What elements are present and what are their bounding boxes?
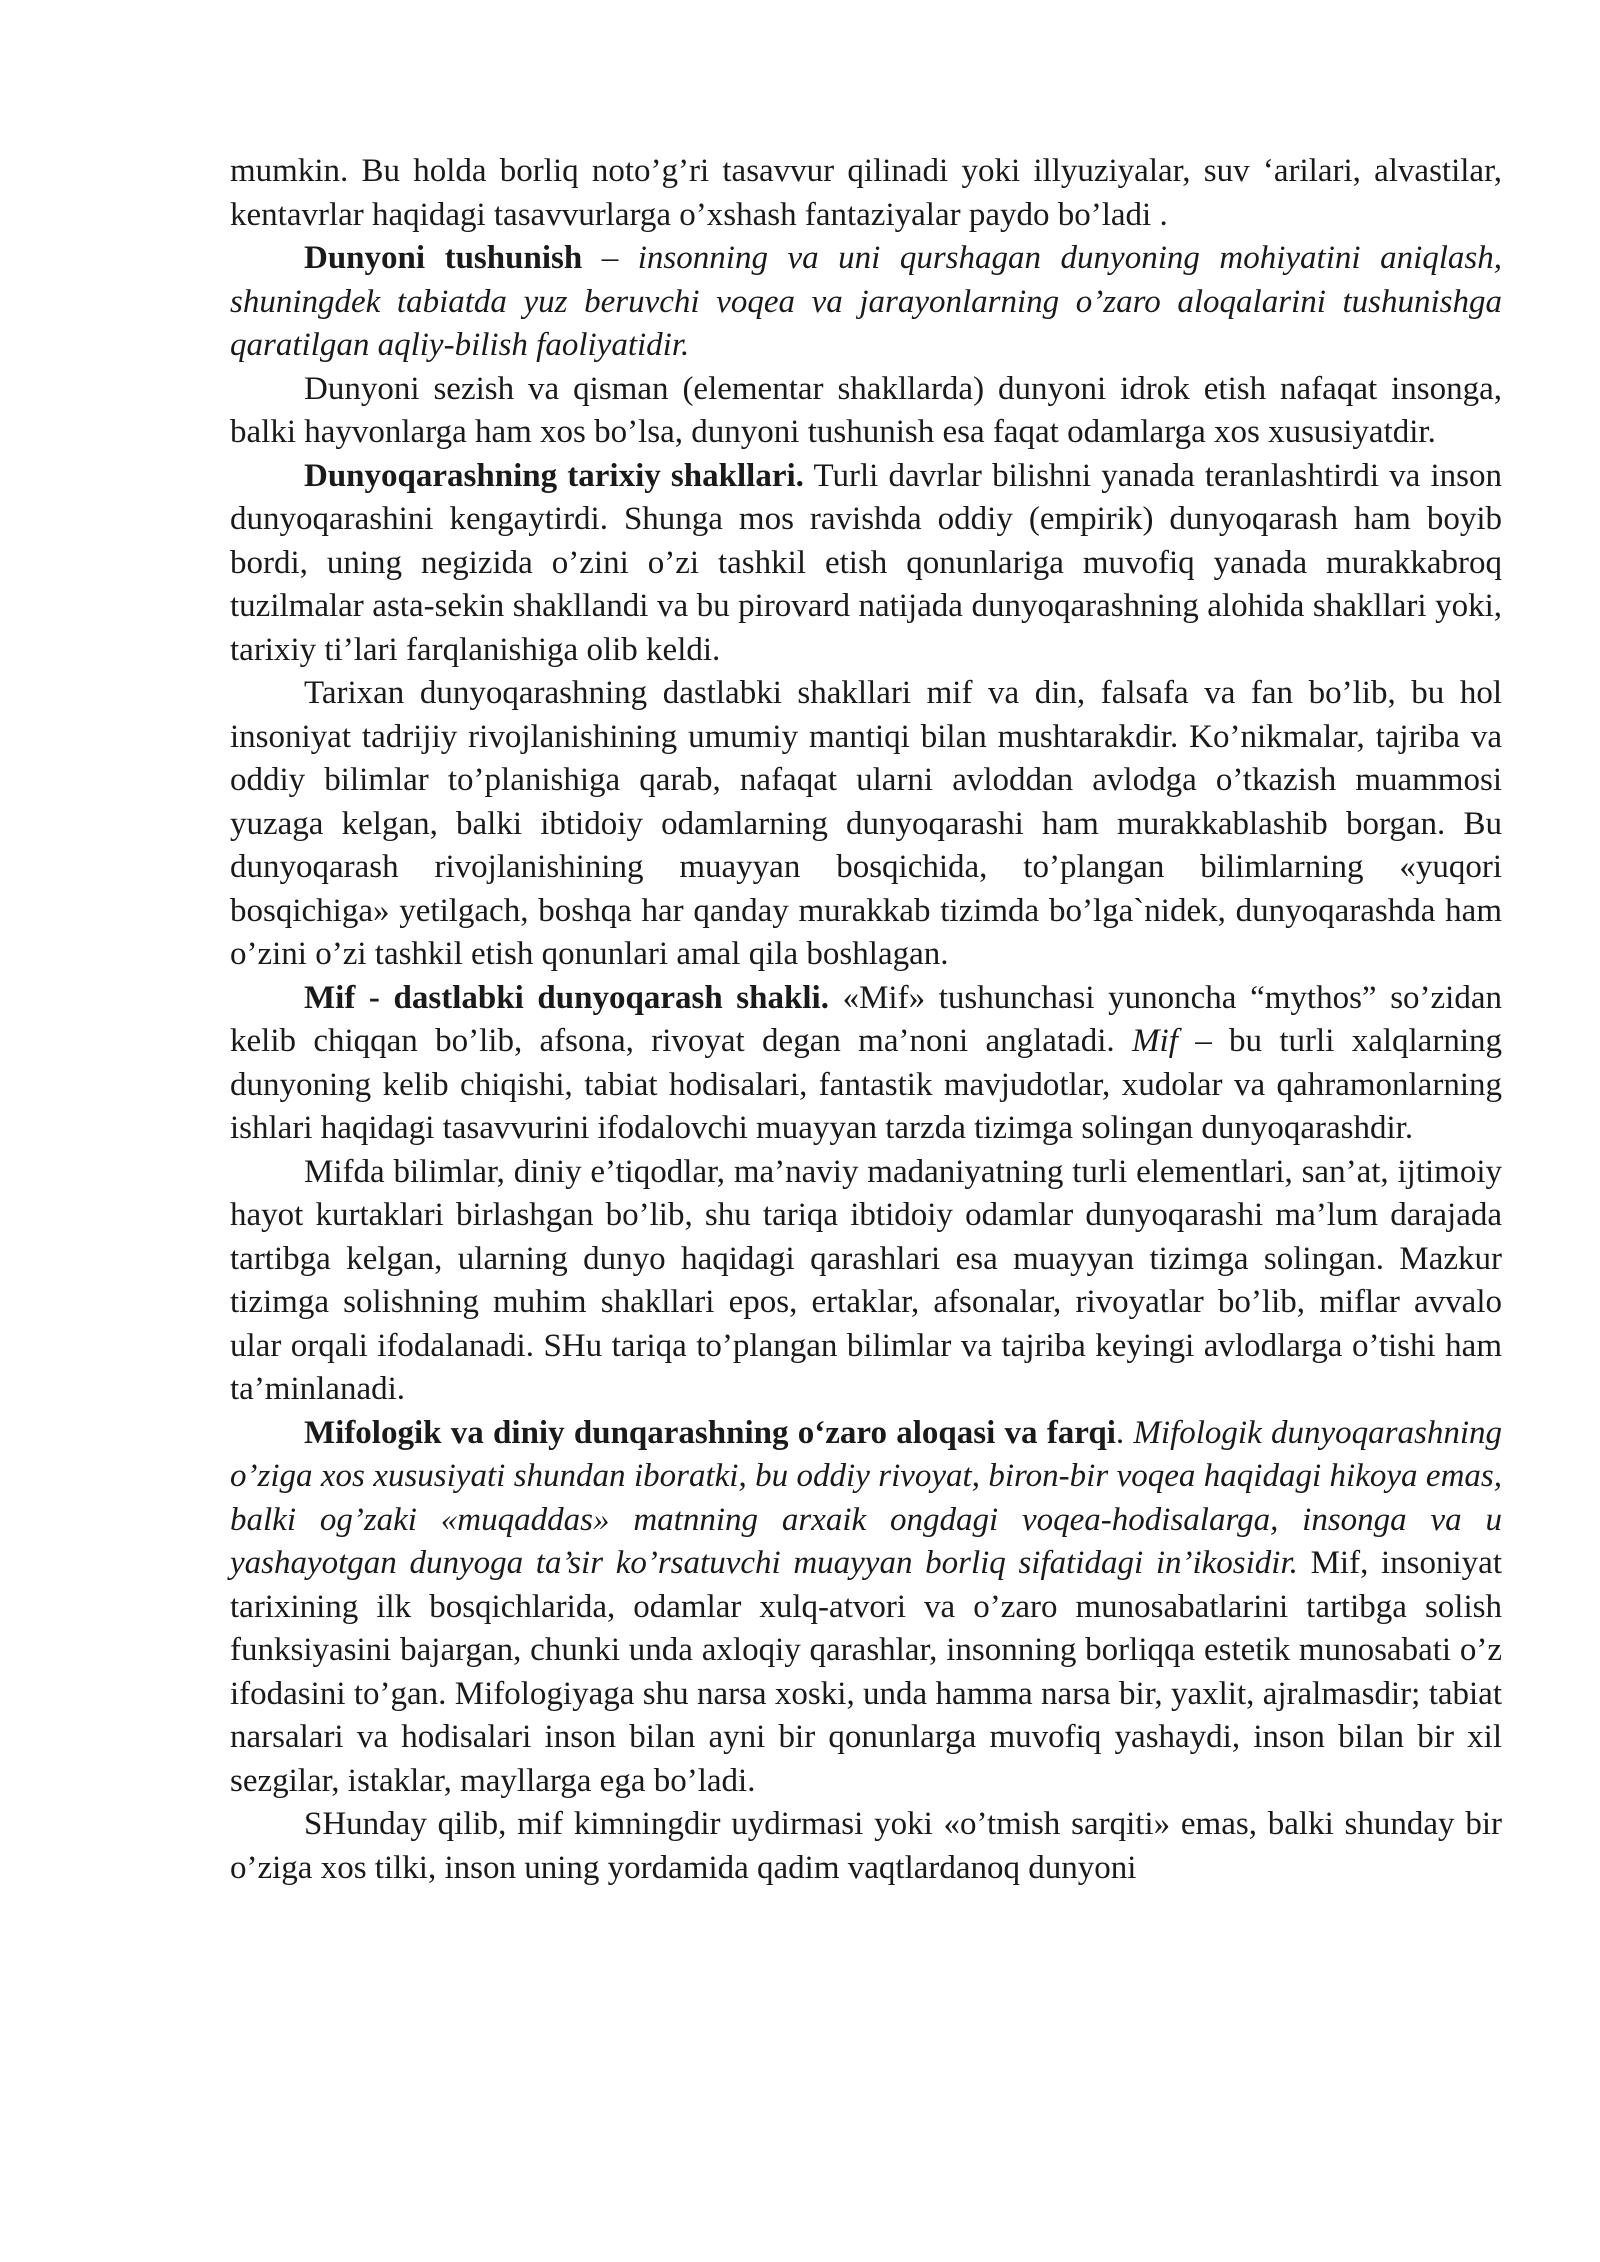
text-run: –: [582, 240, 638, 276]
text-run: Tarixan dunyoqarashning dastlabki shakllari mif va din, falsafa va fan bo’lib, bu hol insoniyat tadrijiy rivojlanishining umumiy mantiqi bilan mushtarakdir. Ko’nikmalar, tajriba va oddiy bilimlar to’planishiga qarab, nafaqat ularni avloddan avlodga o’tkazish muammosi yuzaga kelgan, balki ibtidoiy odamlarning dunyoqarashi ham murakkablashib borgan. Bu dunyoqarash rivojlanishining muayyan bosqichida, to’plangan bilimlarning «yuqori bosqichiga» yetilgach, boshqa har qanday murakkab tizimda bo’lga`nidek, dunyoqarashda ham o’zini o’zi tashkil etish qonunlari amal qila boshlagan.: [230, 675, 1502, 972]
text-run: SHunday qilib, mif kimningdir uydirmasi yoki «o’tmish sarqiti» emas, balki shunday bir o’ziga xos tilki, inson uning yordamida qadim vaqtlardanoq dunyoni: [230, 1806, 1502, 1886]
section-heading: Dunyoqarashning tarixiy shakllari.: [304, 457, 804, 494]
text-run: .: [1115, 1414, 1134, 1451]
paragraph-6: [230, 977, 1502, 1151]
section-heading: Mifologik va diniy dunqarashning o‘zaro aloqasi va farqi: [304, 1414, 1116, 1451]
section-heading: Mif - dastlabki dunyoqarash shakli.: [304, 979, 829, 1016]
term-italic: Mif: [1132, 1023, 1178, 1059]
paragraph-8: [230, 1412, 1502, 1804]
text-run: Mif, insoniyat tarixining ilk bosqichlarida, odamlar xulq-atvori va o’zaro munosabatlarini tartibga solish funksiyasini bajargan, chunki unda axloqiy qarashlar, insonning borliqqa estetik munosabati o’z ifodasini to’gan. Mifologiyaga shu narsa xoski, unda hamma narsa bir, yaxlit, ajralmasdir; tabiat narsalari va hodisalari inson bilan ayni bir qonunlarga muvofiq yashaydi, inson bilan bir xil sezgilar, istaklar, mayllarga ega bo’ladi.: [230, 1545, 1502, 1799]
text-run: mumkin. Bu holda borliq noto’g’ri tasavvur qilinadi yoki illyuziyalar, suv ‘arilari, alvastilar, kentavrlar haqidagi tasavvurlarga o’xshash fantaziyalar paydo bo’ladi .: [230, 153, 1502, 233]
paragraph-5: [230, 672, 1502, 977]
paragraph-3: [230, 368, 1502, 455]
text-run: Turli davrlar bilishni yanada teranlashtirdi va inson dunyoqarashini kengaytirdi. Shunga mos ravishda oddiy (empirik) dunyoqarash ham boyib bordi, uning negizida o’zini o’zi tashkil etish qonunlariga muvofiq yanada murakkabroq tuzilmalar asta-sekin shakllandi va bu pirovard natijada dunyoqarashning alohida shakllari yoki, tarixiy ti’lari farqlanishiga olib keldi.: [230, 457, 1503, 668]
paragraph-4: [230, 455, 1502, 673]
term-heading: Dunyoni tushunish: [304, 240, 583, 276]
paragraph-7: [230, 1151, 1502, 1412]
paragraph-1: [230, 150, 1502, 237]
text-run: Dunyoni sezish va qisman (elementar shakllarda) dunyoni idrok etish nafaqat insonga, balki hayvonlarga ham xos bo’lsa, dunyoni tushunish esa faqat odamlarga xos xususiyatdir.: [230, 370, 1502, 450]
paragraph-2: [230, 237, 1502, 368]
definition-text: insonning va uni qurshagan dunyoning mohiyatini aniqlash, shuningdek tabiatda yuz beruvchi voqea va jarayonlarning o’zaro aloqalarini tushunishga qaratilgan aqliy-bilish faoliyatidir.: [230, 240, 1503, 363]
paragraph-9: [230, 1803, 1502, 1890]
text-run: – bu turli xalqlarning dunyoning kelib chiqishi, tabiat hodisalari, fantastik mavjudotlar, xudolar va qahramonlarning ishlari haqidagi tasavvurini ifodalovchi muayyan tarzda tizimga solingan dunyoqarashdir.: [230, 1023, 1502, 1146]
body-text: [230, 150, 1502, 1890]
definition-text: Mifologik dunyoqarashning o’ziga xos xususiyati shundan iboratki, bu oddiy rivoyat, biron-bir voqea haqidagi hikoya emas, balki og’zaki «muqaddas» matnning arxaik ongdagi voqea-hodisalarga, insonga va u yashayotgan dunyoga ta’sir ko’rsatuvchi muayyan borliq sifatidagi in’ikosidir.: [230, 1414, 1503, 1581]
text-run: Mifda bilimlar, diniy e’tiqodlar, ma’naviy madaniyatning turli elementlari, san’at, ijtimoiy hayot kurtaklari birlashgan bo’lib, shu tariqa ibtidoiy odamlar dunyoqarashi ma’lum darajada tartibga kelgan, ularning dunyo haqidagi qarashlari esa muayyan tizimga solingan. Mazkur tizimga solishning muhim shakllari epos, ertaklar, afsonalar, rivoyatlar bo’lib, miflar avvalo ular orqali ifodalanadi. SHu tariqa to’plangan bilimlar va tajriba keyingi avlodlarga o’tishi ham ta’minlanadi.: [230, 1153, 1502, 1407]
text-run: «Mif» tushunchasi yunoncha “mythos” so’zidan kelib chiqqan bo’lib, afsona, rivoyat degan ma’noni anglatadi.: [230, 979, 1502, 1059]
